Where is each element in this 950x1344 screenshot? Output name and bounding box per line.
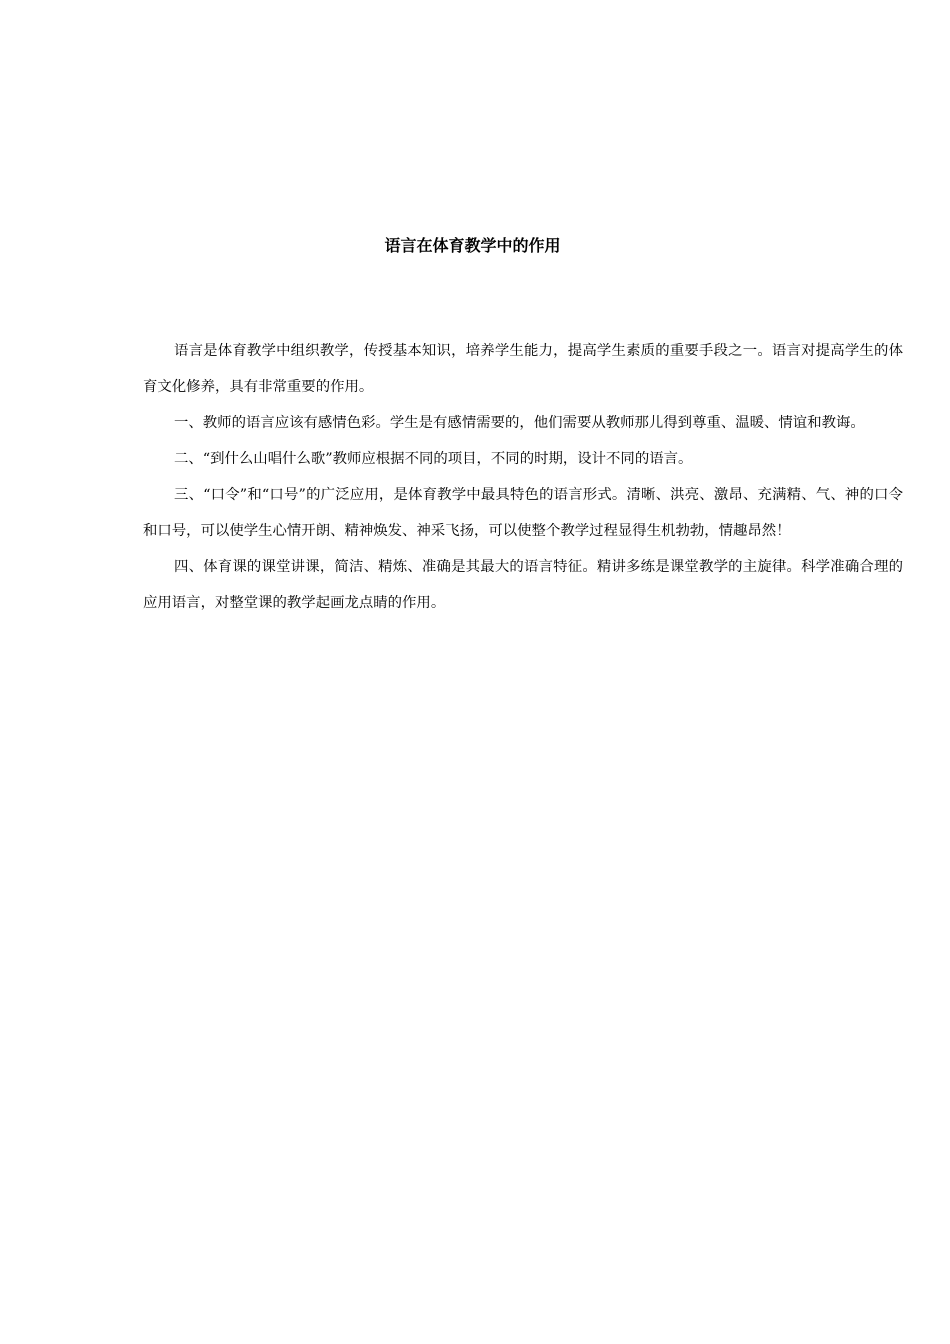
paragraph-point-4: 四、体育课的课堂讲课，简洁、精炼、准确是其最大的语言特征。精讲多练是课堂教学的主旋律。科学准确合理的应用语言，对整堂课的教学起画龙点睛的作用。 [143, 559, 903, 611]
paragraph-point-2: 二、“到什么山唱什么歌”教师应根据不同的项目，不同的时期，设计不同的语言。 [174, 451, 693, 467]
paragraph-intro: 语言是体育教学中组织教学，传授基本知识，培养学生能力，提高学生素质的重要手段之一。语言对提高学生的体育文化修养，具有非常重要的作用。 [143, 343, 903, 395]
document-title: 语言在体育教学中的作用 [384, 236, 561, 255]
paragraph-point-1: 一、教师的语言应该有感情色彩。学生是有感情需要的，他们需要从教师那儿得到尊重、温暖、情谊和教诲。 [174, 415, 865, 431]
document-body [143, 333, 903, 621]
paragraph-point-3: 三、“口令”和“口号”的广泛应用，是体育教学中最具特色的语言形式。清晰、洪亮、激昂、充满精、气、神的口令和口号，可以使学生心情开朗、精神焕发、神采飞扬，可以使整个教学过程显得生机勃勃，情趣昂然！ [143, 487, 903, 539]
